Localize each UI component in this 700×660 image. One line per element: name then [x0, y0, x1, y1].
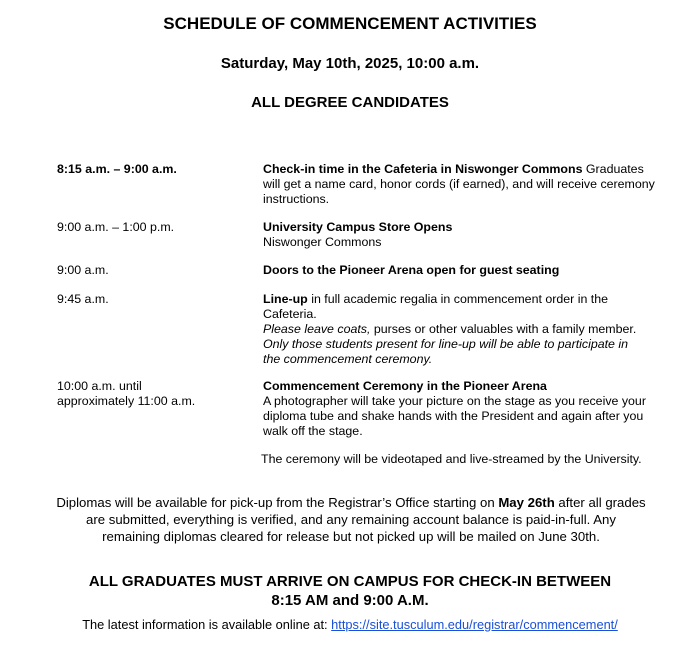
- schedule-description: [263, 292, 638, 367]
- schedule-time: 8:15 a.m. – 9:00 a.m.: [57, 162, 177, 176]
- schedule-title: Commencement Ceremony in the Pioneer Arena: [263, 379, 547, 393]
- schedule-title: Line-up: [263, 292, 308, 306]
- commencement-link[interactable]: https://site.tusculum.edu/registrar/commencement/: [331, 617, 618, 632]
- schedule-text: Niswonger Commons: [263, 235, 382, 249]
- footer: [0, 617, 700, 632]
- schedule-text: A photographer will take your picture on the stage as you receive your diploma tube and shake hands with the President and again after you walk off the stage.: [263, 394, 646, 438]
- schedule-note-italic: Only those students present for line-up will be able to participate in the commencement ceremony.: [263, 337, 629, 366]
- schedule-text: Graduates will get a name card, honor cords (if earned), and will receive ceremony instructions.: [263, 162, 655, 206]
- schedule-time: 9:00 a.m. – 1:00 p.m.: [57, 220, 175, 234]
- schedule-time-line: approximately 11:00 a.m.: [57, 394, 196, 408]
- arrival-line: 8:15 AM and 9:00 A.M.: [271, 592, 429, 609]
- schedule-time: [57, 379, 247, 409]
- event-date: Saturday, May 10th, 2025, 10:00 a.m.: [220, 55, 480, 72]
- schedule-title: University Campus Store Opens: [263, 220, 453, 234]
- arrival-notice: [0, 572, 700, 610]
- schedule-title: Doors to the Pioneer Arena open for guest seating: [263, 263, 560, 277]
- schedule-title: Check-in time in the Cafeteria in Niswonger Commons: [263, 162, 583, 176]
- schedule-time-line: 10:00 a.m. until: [57, 379, 142, 393]
- diploma-date: May 26th: [498, 495, 555, 510]
- audience-heading: ALL DEGREE CANDIDATES: [251, 94, 449, 111]
- diploma-text: after all grades are submitted, everything is verified, and any remaining account balance is paid-in-full. Any remaining diplomas cleared for release but not picked up will be mailed on June 30th.: [86, 495, 646, 544]
- schedule-note-italic: Please leave coats,: [263, 322, 371, 336]
- schedule-time: 9:45 a.m.: [57, 292, 109, 306]
- arrival-line: ALL GRADUATES MUST ARRIVE ON CAMPUS FOR CHECK-IN BETWEEN: [88, 573, 612, 590]
- schedule-description: [263, 379, 658, 439]
- ceremony-note: The ceremony will be videotaped and live-streamed by the University.: [261, 452, 642, 466]
- schedule-description: [263, 220, 663, 250]
- schedule-time: 9:00 a.m.: [57, 263, 109, 277]
- schedule-description: [263, 162, 663, 207]
- schedule-text: in full academic regalia in commencement order in the Cafeteria.: [263, 292, 609, 321]
- schedule-note: purses or other valuables with a family member.: [370, 322, 637, 336]
- footer-text: The latest information is available online at:: [82, 617, 332, 632]
- page-title: SCHEDULE OF COMMENCEMENT ACTIVITIES: [163, 14, 537, 33]
- diploma-paragraph: [56, 494, 646, 545]
- diploma-text: Diplomas will be available for pick-up from the Registrar’s Office starting on: [56, 495, 499, 510]
